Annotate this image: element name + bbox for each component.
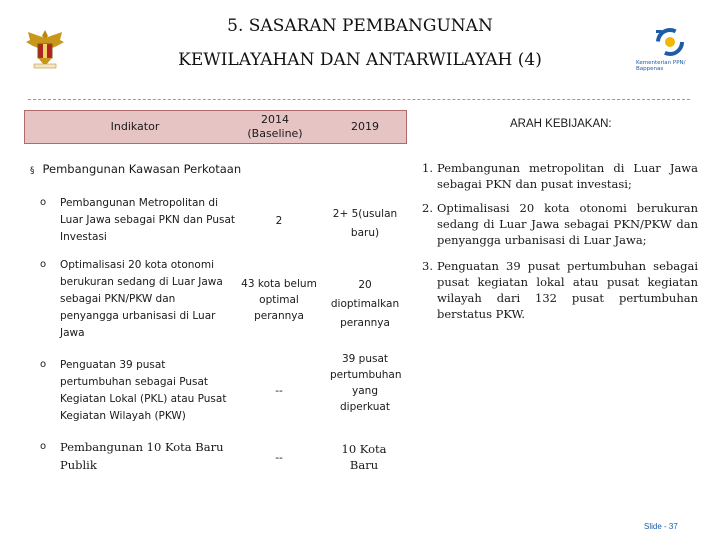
divider [28, 99, 690, 100]
policy-number: 3. [422, 259, 433, 273]
target-value: 20 dioptimalkan perannya [324, 276, 406, 333]
indicator-text: Pembangunan Metropolitan di Luar Jawa sebagai PKN dan Pusat Investasi [60, 197, 236, 243]
policy-number: 2. [422, 201, 433, 215]
policy-heading: ARAH KEBIJAKAN: [510, 118, 612, 130]
policy-text: Pembangunan metropolitan di Luar Jawa sebagai PKN dan pusat investasi; [437, 161, 698, 191]
target-value: 39 pusat pertumbuhan yang diperkuat [330, 353, 402, 413]
indicator-text: Optimalisasi 20 kota otonomi berukuran sedang di Luar Jawa sebagai PKN/PKW dan penyangga urbanisasi di Luar Jawa [60, 259, 223, 339]
policy-item [422, 160, 698, 192]
baseline-value: -- [235, 450, 323, 466]
baseline-value: -- [235, 383, 323, 399]
sub-bullet-icon: o [40, 197, 47, 208]
section-title: Pembangunan Kawasan Perkotaan [42, 162, 242, 176]
policy-item [422, 258, 698, 322]
policy-text: Optimalisasi 20 kota otonomi berukuran sedang di Luar Jawa sebagai PKN/PKW dan penyangga urbanisasi di Luar Jawa; [437, 201, 698, 247]
page-title-line2: KEWILAYAHAN DAN ANTARWILAYAH (4) [178, 50, 542, 70]
baseline-value: 43 kota belum optimal perannya [235, 276, 323, 324]
sub-bullet-icon: o [40, 259, 47, 270]
slide-number: Slide - 37 [644, 522, 678, 531]
logo-text: Kementerian PPN/ Bappenas [636, 60, 686, 72]
column-header-target: 2019 [351, 120, 379, 133]
sub-bullet-icon: o [40, 359, 47, 370]
page-title-line1: 5. SASARAN PEMBANGUNAN [227, 16, 493, 36]
policy-text: Penguatan 39 pusat pertumbuhan sebagai pusat kegiatan lokal atau pusat kegiatan wilayah dari 132 pusat pertumbuhan berstatus PKW. [437, 259, 698, 321]
section-bullet-icon: § [30, 166, 35, 176]
column-header-indicator: Indikator [110, 120, 160, 133]
policy-number: 1. [422, 161, 433, 175]
indicator-text: Penguatan 39 pusat pertumbuhan sebagai Pusat Kegiatan Lokal (PKL) atau Pusat Kegiatan Wilayah (PKW) [60, 359, 227, 422]
indicator-text: Pembangunan 10 Kota Baru Publik [60, 440, 224, 472]
column-header-baseline: 2014 (Baseline) [247, 113, 303, 140]
table-header [24, 110, 407, 144]
target-value: 2+ 5(usulan baru) [324, 205, 406, 243]
policy-item [422, 200, 698, 248]
sub-bullet-icon: o [40, 441, 47, 452]
section-label [30, 162, 241, 176]
target-value: 10 Kota Baru [334, 441, 394, 473]
baseline-value: 2 [235, 213, 323, 229]
